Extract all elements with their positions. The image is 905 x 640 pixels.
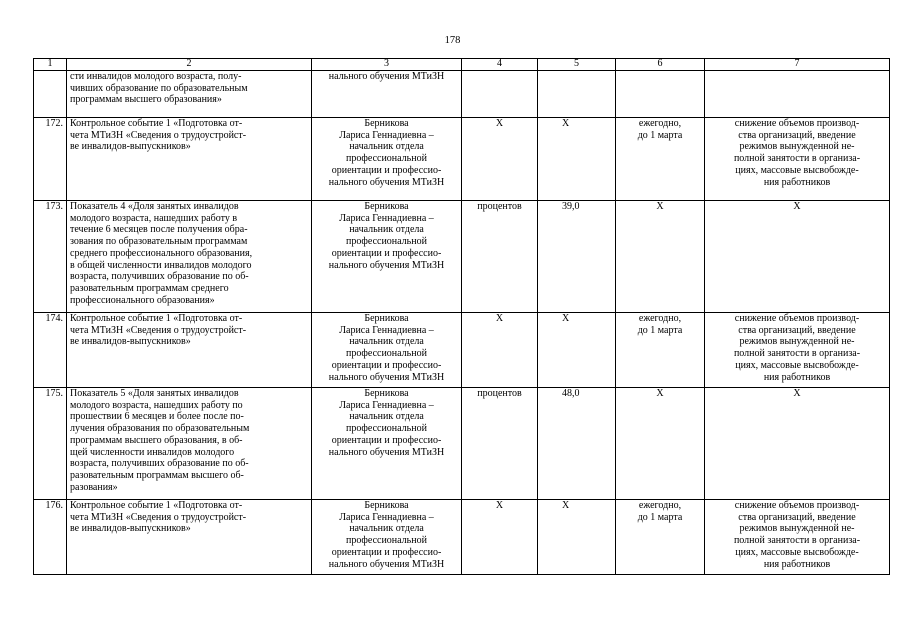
row-responsible: Берникова Лариса Геннадиевна – начальник отдела профессиональной ориентации и профессио- нального обучения МТиЗН <box>312 118 462 201</box>
row-term: ежегодно, до 1 марта <box>616 313 705 388</box>
row-term: ежегодно, до 1 марта <box>616 500 705 575</box>
row-number: 176. <box>34 500 67 575</box>
row-name: Контрольное событие 1 «Подготовка от- чета МТиЗН «Сведения о трудоустройст- ве инвалидов-выпускников» <box>67 313 312 388</box>
row-number: 173. <box>34 201 67 313</box>
row-risk: снижение объемов производ- ства организаций, введение режимов вынужденной не- полной занятости в организа- циях, массовые высвобожде- ния работников <box>705 313 890 388</box>
row-value: 39,0 <box>538 201 616 313</box>
row-risk: снижение объемов производ- ства организаций, введение режимов вынужденной не- полной занятости в организа- циях, массовые высвобожде- ния работников <box>705 118 890 201</box>
row-unit <box>462 71 538 118</box>
row-value: 48,0 <box>538 388 616 500</box>
row-unit: X <box>462 313 538 388</box>
table-row <box>34 388 890 500</box>
row-term <box>616 71 705 118</box>
row-responsible: нального обучения МТиЗН <box>312 71 462 118</box>
row-value: X <box>538 313 616 388</box>
row-unit: X <box>462 500 538 575</box>
row-number: 175. <box>34 388 67 500</box>
row-responsible: Берникова Лариса Геннадиевна – начальник отдела профессиональной ориентации и профессио- нального обучения МТиЗН <box>312 313 462 388</box>
row-name: Контрольное событие 1 «Подготовка от- чета МТиЗН «Сведения о трудоустройст- ве инвалидов-выпускников» <box>67 118 312 201</box>
row-responsible: Берникова Лариса Геннадиевна – начальник отдела профессиональной ориентации и профессио- нального обучения МТиЗН <box>312 388 462 500</box>
column-header-3: 3 <box>312 59 462 71</box>
row-value: X <box>538 500 616 575</box>
row-name: Показатель 4 «Доля занятых инвалидов молодого возраста, нашедших работу в течение 6 месяцев после получения обра- зования по образовательным программам среднего профессионального образования, в общей численности инвалидов молодого возраста, получивших образование по об- разовательным программам среднего профессионального образования» <box>67 201 312 313</box>
row-number: 174. <box>34 313 67 388</box>
column-header-5: 5 <box>538 59 616 71</box>
column-header-1: 1 <box>34 59 67 71</box>
table-row <box>34 313 890 388</box>
row-name: Показатель 5 «Доля занятых инвалидов молодого возраста, нашедших работу по прошествии 6 месяцев и более после по- лучения образования по образовательным программам высшего образования, в об- щей численности инвалидов молодого возраста, получивших образование по об- разовательным программам высшего об- разования» <box>67 388 312 500</box>
page-number: 178 <box>444 35 461 46</box>
row-risk: X <box>705 388 890 500</box>
row-risk: X <box>705 201 890 313</box>
row-value: X <box>538 118 616 201</box>
table-row <box>34 500 890 575</box>
plan-table <box>33 58 890 575</box>
row-responsible: Берникова Лариса Геннадиевна – начальник отдела профессиональной ориентации и профессио- нального обучения МТиЗН <box>312 201 462 313</box>
row-number <box>34 71 67 118</box>
table-header <box>34 59 890 71</box>
row-term: X <box>616 388 705 500</box>
row-name: сти инвалидов молодого возраста, полу- чивших образование по образовательным программам высшего образования» <box>67 71 312 118</box>
row-unit: процентов <box>462 388 538 500</box>
column-number-row <box>34 59 890 71</box>
column-header-4: 4 <box>462 59 538 71</box>
row-unit: X <box>462 118 538 201</box>
row-unit: процентов <box>462 201 538 313</box>
row-term: X <box>616 201 705 313</box>
row-risk: снижение объемов производ- ства организаций, введение режимов вынужденной не- полной занятости в организа- циях, массовые высвобожде- ния работников <box>705 500 890 575</box>
row-term: ежегодно, до 1 марта <box>616 118 705 201</box>
row-number: 172. <box>34 118 67 201</box>
row-value <box>538 71 616 118</box>
row-name: Контрольное событие 1 «Подготовка от- чета МТиЗН «Сведения о трудоустройст- ве инвалидов-выпускников» <box>67 500 312 575</box>
column-header-7: 7 <box>705 59 890 71</box>
row-responsible: Берникова Лариса Геннадиевна – начальник отдела профессиональной ориентации и профессио- нального обучения МТиЗН <box>312 500 462 575</box>
table-row <box>34 71 890 118</box>
column-header-6: 6 <box>616 59 705 71</box>
table-row <box>34 118 890 201</box>
column-header-2: 2 <box>67 59 312 71</box>
row-risk <box>705 71 890 118</box>
table-row <box>34 201 890 313</box>
